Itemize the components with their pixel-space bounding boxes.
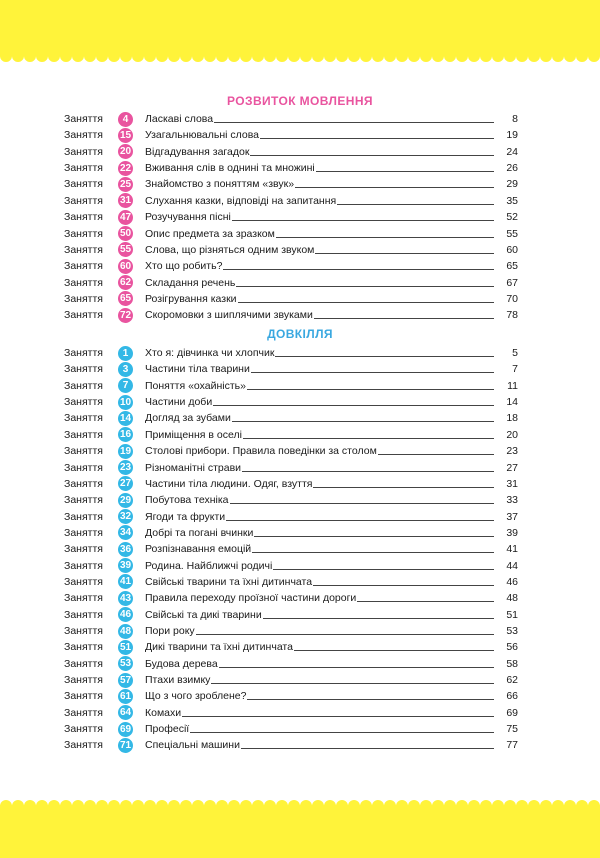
lesson-number-badge: 53 [119, 658, 132, 670]
page-number: 19 [506, 129, 518, 142]
lesson-title: Птахи взимку [145, 674, 211, 686]
lesson-label: Заняття [64, 292, 103, 305]
lesson-title: Що з чого зроблене? [145, 690, 247, 703]
lesson-label: Заняття [64, 608, 103, 621]
lesson-label: Заняття [64, 162, 103, 175]
lesson-label: Заняття [64, 494, 103, 507]
lesson-title: Опис предмета за зразком [145, 227, 275, 240]
lesson-title: Родина. Найближчі родичі [145, 559, 273, 572]
lesson-number-badge: 22 [119, 162, 132, 174]
lesson-label: Заняття [64, 363, 103, 376]
lesson-title: Ягоди та фрукти [145, 510, 226, 523]
bottom-decorative-band [0, 800, 600, 858]
lesson-number-badge: 61 [119, 690, 132, 702]
lesson-title: Догляд за зубами [145, 412, 231, 425]
toc-entry[interactable] [64, 525, 518, 541]
lesson-number-badge: 15 [119, 129, 132, 141]
lesson-label: Заняття [64, 309, 103, 322]
toc-entry[interactable] [64, 574, 518, 590]
lesson-number-badge: 20 [119, 146, 132, 158]
lesson-label: Заняття [64, 739, 103, 752]
lesson-label: Заняття [64, 129, 103, 142]
lesson-label: Заняття [64, 526, 103, 539]
page-number: 35 [506, 194, 518, 207]
lesson-number-badge: 43 [119, 592, 132, 604]
lesson-label: Заняття [64, 706, 103, 719]
page-number: 29 [506, 178, 518, 191]
lesson-title: Відгадування загадок [145, 145, 250, 158]
page-number: 7 [512, 363, 518, 376]
lesson-title: Частини доби [145, 396, 213, 409]
lesson-title: Слухання казки, відповіді на запитання [145, 194, 337, 207]
lesson-number-badge: 36 [119, 543, 132, 555]
lesson-number-badge: 19 [119, 445, 132, 457]
lesson-label: Заняття [64, 543, 103, 556]
page-number: 26 [506, 162, 518, 175]
lesson-title: Столові прибори. Правила поведінки за столом [145, 445, 377, 458]
lesson-label: Заняття [64, 559, 103, 572]
page-number: 8 [512, 113, 518, 125]
toc-entry[interactable] [64, 558, 518, 574]
toc-entry[interactable] [64, 656, 518, 672]
lesson-label: Заняття [64, 690, 103, 703]
section-title-environment: ДОВКІЛЛЯ [267, 327, 333, 341]
page-number: 51 [506, 608, 518, 621]
toc-entry[interactable] [64, 144, 518, 160]
lesson-label: Заняття [64, 625, 103, 637]
page-number: 14 [506, 396, 518, 409]
page-number: 66 [506, 690, 518, 703]
page-number: 77 [506, 739, 518, 752]
lesson-label: Заняття [64, 227, 103, 240]
lesson-number-badge: 32 [119, 511, 132, 522]
lesson-title: Знайомство з поняттям «звук» [145, 178, 295, 191]
page-number: 55 [506, 227, 518, 240]
lesson-title: Будова дерева [145, 657, 218, 670]
page-number: 31 [506, 477, 518, 490]
lesson-number-badge: 72 [119, 309, 132, 321]
lesson-number-badge: 14 [119, 412, 132, 424]
page-number: 69 [506, 706, 518, 719]
lesson-label: Заняття [64, 178, 103, 191]
lesson-number-badge: 1 [118, 346, 133, 361]
lesson-label: Заняття [64, 592, 103, 605]
toc-entry[interactable] [64, 410, 518, 426]
lesson-title: Пори року [145, 625, 195, 637]
lesson-title: Професії [145, 723, 190, 735]
lesson-number-badge: 23 [119, 462, 132, 473]
lesson-title: Свійські тварини та їхні дитинчата [145, 575, 313, 588]
toc-entry[interactable] [64, 291, 518, 307]
toc-entry[interactable] [64, 275, 518, 291]
toc-entry[interactable] [64, 226, 518, 242]
toc-entry[interactable] [64, 607, 518, 623]
lesson-title: Розпізнавання емоцій [145, 543, 252, 556]
page-number: 23 [506, 445, 518, 458]
lesson-title: Розігрування казки [145, 292, 237, 305]
lesson-title: Спеціальні машини [145, 739, 240, 752]
lesson-number-badge: 10 [119, 396, 132, 408]
scallop-shape [0, 800, 600, 858]
lesson-number-badge: 47 [119, 211, 132, 223]
lesson-label: Заняття [64, 194, 103, 207]
page-number: 41 [506, 543, 518, 556]
toc-entry[interactable] [64, 427, 518, 443]
lesson-title: Вживання слів в однині та множині [145, 162, 315, 175]
page-number: 78 [506, 309, 518, 322]
leader-line [145, 716, 494, 717]
toc-entry[interactable] [64, 623, 518, 639]
section-title-speech-development: РОЗВИТОК МОВЛЕННЯ [227, 94, 373, 108]
page-number: 65 [506, 260, 518, 273]
toc-entry[interactable] [64, 258, 518, 274]
toc-entry[interactable] [64, 492, 518, 508]
lesson-number-badge: 3 [118, 362, 133, 377]
page-number: 62 [506, 674, 518, 686]
lesson-number-badge: 34 [119, 527, 132, 539]
lesson-title: Приміщення в оселі [145, 428, 242, 441]
lesson-title: Поняття «охайність» [145, 379, 246, 392]
lesson-label: Заняття [64, 657, 103, 670]
toc-entry[interactable] [64, 111, 518, 127]
page-number: 20 [506, 428, 518, 441]
toc-entry[interactable] [64, 193, 518, 209]
toc-entry[interactable] [64, 721, 518, 737]
toc-entry[interactable] [64, 307, 518, 323]
lesson-label: Заняття [64, 379, 103, 392]
lesson-title: Побутова техніка [145, 494, 229, 507]
leader-line [145, 634, 494, 635]
lesson-label: Заняття [64, 477, 103, 490]
page-number: 52 [506, 211, 518, 224]
toc-entry[interactable] [64, 176, 518, 192]
lesson-label: Заняття [64, 575, 103, 588]
lesson-title: Свійські та дикі тварини [145, 608, 262, 621]
lesson-number-badge: 46 [119, 609, 132, 621]
toc-entry[interactable] [64, 590, 518, 606]
leader-line [145, 732, 494, 733]
lesson-label: Заняття [64, 510, 103, 523]
toc-entry[interactable] [64, 160, 518, 176]
lesson-title: Комахи [145, 706, 182, 719]
page-number: 60 [506, 243, 518, 256]
lesson-title: Хто я: дівчинка чи хлопчик [145, 347, 275, 359]
scallop-shape [0, 0, 600, 62]
toc-entry[interactable] [64, 378, 518, 394]
lesson-label: Заняття [64, 243, 103, 256]
toc-entry[interactable] [64, 672, 518, 688]
lesson-label: Заняття [64, 461, 103, 474]
toc-entry[interactable] [64, 639, 518, 655]
lesson-number-badge: 60 [119, 260, 132, 272]
lesson-title: Різноманітні страви [145, 461, 242, 474]
lesson-label: Заняття [64, 674, 103, 686]
page-number: 24 [506, 145, 518, 158]
toc-entry[interactable] [64, 361, 518, 377]
toc-entry[interactable] [64, 242, 518, 258]
lesson-label: Заняття [64, 211, 103, 224]
lesson-title: Розучування пісні [145, 211, 231, 224]
lesson-number-badge: 25 [119, 178, 132, 190]
toc-entry[interactable] [64, 127, 518, 143]
lesson-number-badge: 50 [119, 228, 132, 239]
lesson-label: Заняття [64, 276, 103, 289]
lesson-title: Правила переходу проїзної частини дороги [145, 592, 357, 605]
toc-entry[interactable] [64, 476, 518, 492]
lesson-title: Частини тіла людини. Одяг, взуття [145, 477, 313, 490]
lesson-number-badge: 62 [119, 277, 132, 288]
lesson-title: Слова, що різняться одним звуком [145, 243, 315, 256]
lesson-title: Узагальнювальні слова [145, 129, 260, 142]
lesson-title: Ласкаві слова [145, 113, 214, 125]
page-number: 46 [506, 575, 518, 588]
toc-entry[interactable] [64, 460, 518, 476]
page-number: 53 [506, 625, 518, 637]
toc-entry[interactable] [64, 443, 518, 459]
page-number: 48 [506, 592, 518, 605]
lesson-number-badge: 41 [119, 576, 132, 588]
page-number: 37 [506, 510, 518, 523]
lesson-label: Заняття [64, 145, 103, 158]
lesson-number-badge: 4 [118, 112, 133, 127]
lesson-title: Скоромовки з шиплячими звуками [145, 309, 313, 322]
page-number: 44 [506, 559, 518, 572]
toc-entry[interactable] [64, 209, 518, 225]
lesson-number-badge: 51 [119, 641, 132, 653]
top-decorative-band [0, 0, 600, 62]
page-number: 56 [506, 641, 518, 654]
lesson-label: Заняття [64, 396, 103, 409]
page-number: 70 [506, 292, 518, 305]
lesson-title: Добрі та погані вчинки [145, 526, 254, 539]
page-number: 27 [506, 461, 518, 474]
lesson-label: Заняття [64, 723, 103, 735]
lesson-number-badge: 71 [119, 739, 132, 751]
lesson-number-badge: 31 [119, 195, 132, 207]
lesson-title: Дикі тварини та їхні дитинчата [145, 641, 293, 654]
page-number: 18 [506, 412, 518, 425]
page-number: 58 [506, 657, 518, 670]
lesson-label: Заняття [64, 113, 103, 125]
lesson-number-badge: 55 [119, 244, 132, 256]
toc-entry[interactable] [64, 688, 518, 704]
lesson-title: Частини тіла тварини [145, 363, 250, 376]
lesson-number-badge: 48 [119, 625, 132, 637]
lesson-number-badge: 7 [118, 378, 133, 393]
page-number: 75 [506, 723, 518, 735]
lesson-number-badge: 29 [119, 494, 132, 506]
page-number: 39 [506, 526, 518, 539]
lesson-number-badge: 64 [119, 707, 132, 719]
toc-entry[interactable] [64, 394, 518, 410]
lesson-number-badge: 16 [119, 429, 132, 441]
page-number: 11 [507, 379, 518, 392]
lesson-label: Заняття [64, 347, 103, 359]
lesson-number-badge: 69 [119, 723, 132, 735]
page-number: 33 [506, 494, 518, 507]
toc-entry[interactable] [64, 541, 518, 557]
lesson-number-badge: 39 [119, 560, 132, 571]
toc-entry[interactable] [64, 345, 518, 361]
page-number: 5 [512, 347, 518, 359]
lesson-label: Заняття [64, 445, 103, 458]
lesson-title: Складання речень [145, 276, 236, 289]
lesson-label: Заняття [64, 641, 103, 654]
lesson-label: Заняття [64, 260, 103, 273]
toc-entry[interactable] [64, 737, 518, 753]
toc-entry[interactable] [64, 509, 518, 525]
lesson-title: Хто що робить? [145, 260, 223, 273]
lesson-label: Заняття [64, 412, 103, 425]
lesson-number-badge: 27 [119, 478, 132, 490]
toc-entry[interactable] [64, 705, 518, 721]
page-number: 67 [506, 276, 518, 289]
lesson-label: Заняття [64, 428, 103, 441]
lesson-number-badge: 65 [119, 293, 132, 305]
lesson-number-badge: 57 [119, 674, 132, 686]
